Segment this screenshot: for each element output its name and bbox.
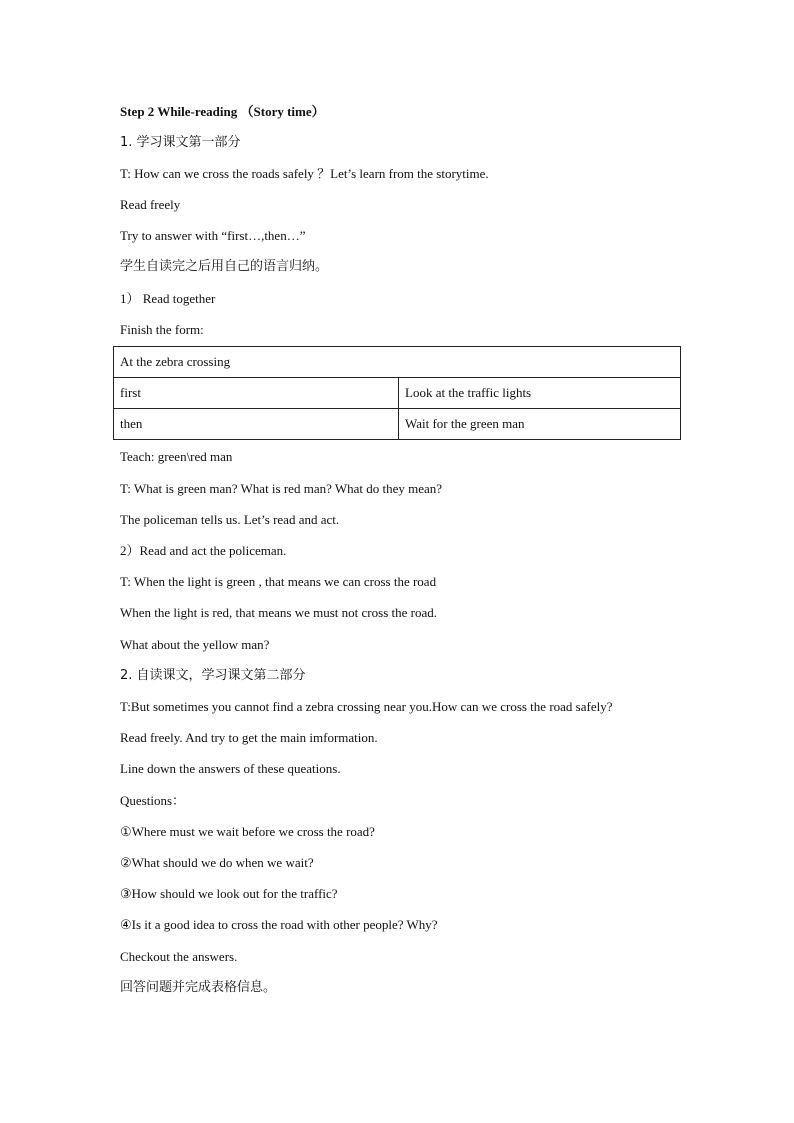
table-header: At the zebra crossing (114, 347, 681, 378)
final-line: 回答问题并完成表格信息。 (120, 980, 277, 995)
zebra-question: T:But sometimes you cannot find a zebra crossing near you.How can we cross the road safely? (120, 699, 613, 714)
table-cell-action: Look at the traffic lights (399, 378, 681, 409)
table-row (114, 409, 681, 440)
read-freely: Read freely (120, 197, 181, 212)
green-light-line: T: When the light is green , that means we can cross the road (120, 574, 437, 589)
part1-title: 1. 学习课文第一部分 (120, 135, 241, 150)
table-row (114, 378, 681, 409)
question-item: ④Is it a good idea to cross the road with other people? Why? (120, 917, 438, 932)
part2-title: 2. 自读课文，学习课文第二部分 (120, 668, 306, 683)
question-item: ③How should we look out for the traffic? (120, 886, 338, 901)
red-light-line: When the light is red, that means we must not cross the road. (120, 605, 437, 620)
line-down: Line down the answers of these queations. (120, 761, 341, 776)
table-cell-step: then (114, 409, 399, 440)
green-man-question: T: What is green man? What is red man? What do they mean? (120, 481, 443, 496)
read-act-line: 2）Read and act the policeman. (120, 543, 287, 558)
yellow-man-line: What about the yellow man? (120, 637, 270, 652)
read-main-line: Read freely. And try to get the main imformation. (120, 730, 378, 745)
zebra-crossing-table (113, 346, 681, 440)
question-item: ①Where must we wait before we cross the road? (120, 824, 375, 839)
question-item: ②What should we do when we wait? (120, 855, 314, 870)
summarize-note: 学生自读完之后用自己的语言归纳。 (120, 259, 329, 274)
question-intro: T: How can we cross the roads safely ？Let’s learn from the storytime. (120, 166, 489, 181)
finish-form: Finish the form: (120, 322, 204, 337)
policeman-line: The policeman tells us. Let’s read and act. (120, 512, 340, 527)
try-answer: Try to answer with “first…,then…” (120, 228, 306, 243)
read-together: 1） Read together (120, 291, 216, 306)
table-cell-step: first (114, 378, 399, 409)
table-header-row (114, 347, 681, 378)
table-cell-action: Wait for the green man (399, 409, 681, 440)
checkout-line: Checkout the answers. (120, 949, 238, 964)
teach-line: Teach: green\red man (120, 449, 233, 464)
questions-label: Questions： (120, 793, 186, 808)
section-heading: Step 2 While-reading （Story time） (120, 104, 325, 119)
